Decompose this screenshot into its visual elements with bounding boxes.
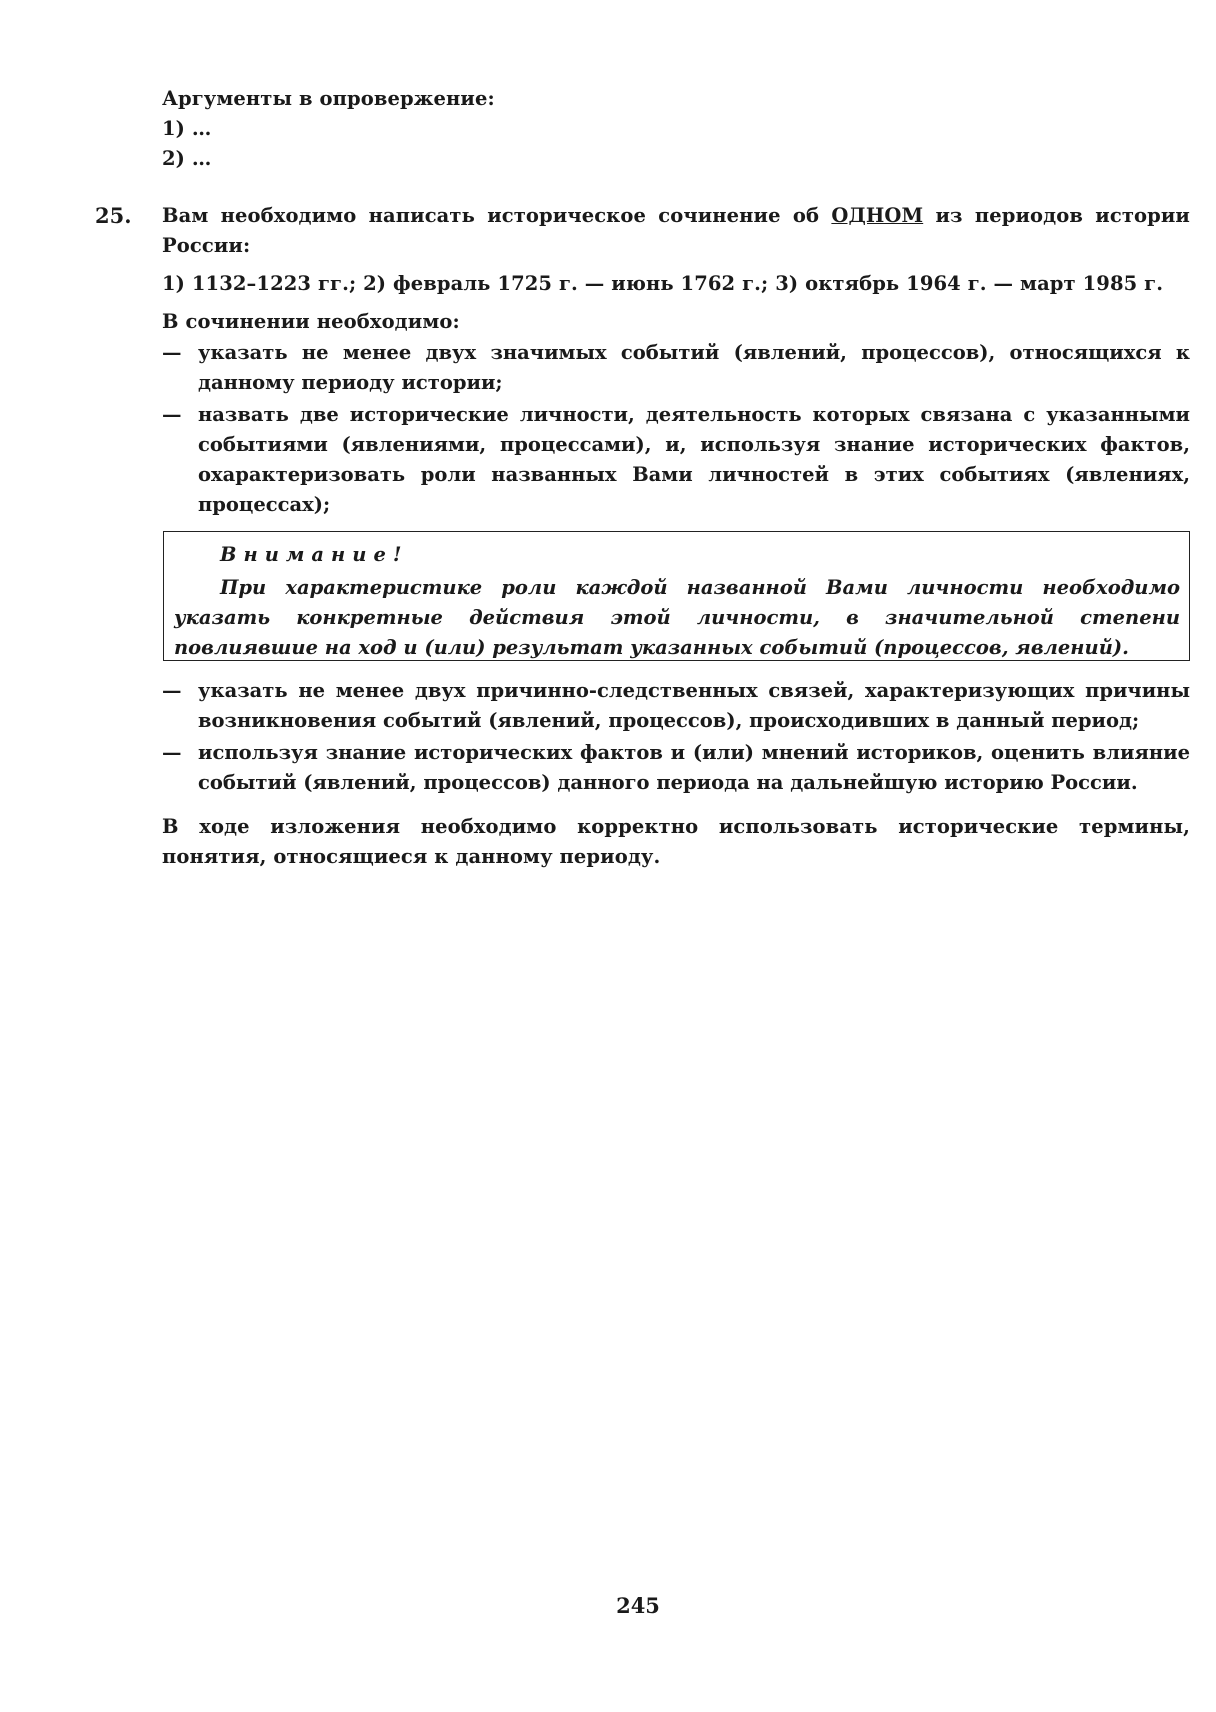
task-intro-emphasis: ОДНОМ: [831, 204, 924, 227]
requirement-text: указать не менее двух значимых событий (явлений, процессов), относящихся к данному периоду истории;: [198, 341, 1190, 394]
requirement-text: указать не менее двух причинно-следственных связей, характеризующих причины возникновения событий (явлений, процессов), происходивших в данный период;: [198, 679, 1190, 732]
requirement-item: [162, 738, 1190, 798]
task-intro-end: из периодов истории России:: [162, 204, 1190, 257]
dash-marker: —: [162, 741, 182, 764]
requirement-item: [162, 676, 1190, 736]
dash-marker: —: [162, 403, 182, 426]
task-intro: [162, 201, 1190, 261]
dash-marker: —: [162, 341, 182, 364]
task-number: 25.: [95, 203, 132, 228]
dash-marker: —: [162, 679, 182, 702]
arguments-heading: Аргументы в опровержение:: [162, 87, 495, 110]
closing-paragraph: В ходе изложения необходимо корректно использовать исторические термины, понятия, относящиеся к данному периоду.: [162, 815, 1190, 868]
requirement-text: назвать две исторические личности, деятельность которых связана с указанными событиями (явлениями, процессами), и, используя знание исторических фактов, охарактеризовать роли названных Вами личностей в этих событиях (явлениях, процессах);: [198, 403, 1190, 516]
attention-title: Внимание!: [220, 543, 409, 566]
requirements-heading: В сочинении необходимо:: [162, 310, 460, 333]
argument-item: 2) …: [162, 147, 212, 170]
attention-text: При характеристике роли каждой названной Вами личности необходимо указать конкретные действия этой личности, в значительной степени повлиявшие на ход и (или) результат указанных событий (процессов, явлений).: [174, 576, 1180, 659]
requirement-item: [162, 400, 1190, 520]
requirement-item: [162, 338, 1190, 398]
argument-item: 1) …: [162, 117, 212, 140]
task-intro-start: Вам необходимо написать историческое сочинение об: [162, 204, 832, 227]
task-periods: 1) 1132–1223 гг.; 2) февраль 1725 г. — июнь 1762 г.; 3) октябрь 1964 г. — март 1985 г.: [162, 272, 1164, 295]
page-number: 245: [616, 1593, 660, 1618]
requirement-text: используя знание исторических фактов и (или) мнений историков, оценить влияние событий (явлений, процессов) данного периода на дальнейшую историю России.: [198, 741, 1190, 794]
attention-box: [163, 531, 1190, 661]
